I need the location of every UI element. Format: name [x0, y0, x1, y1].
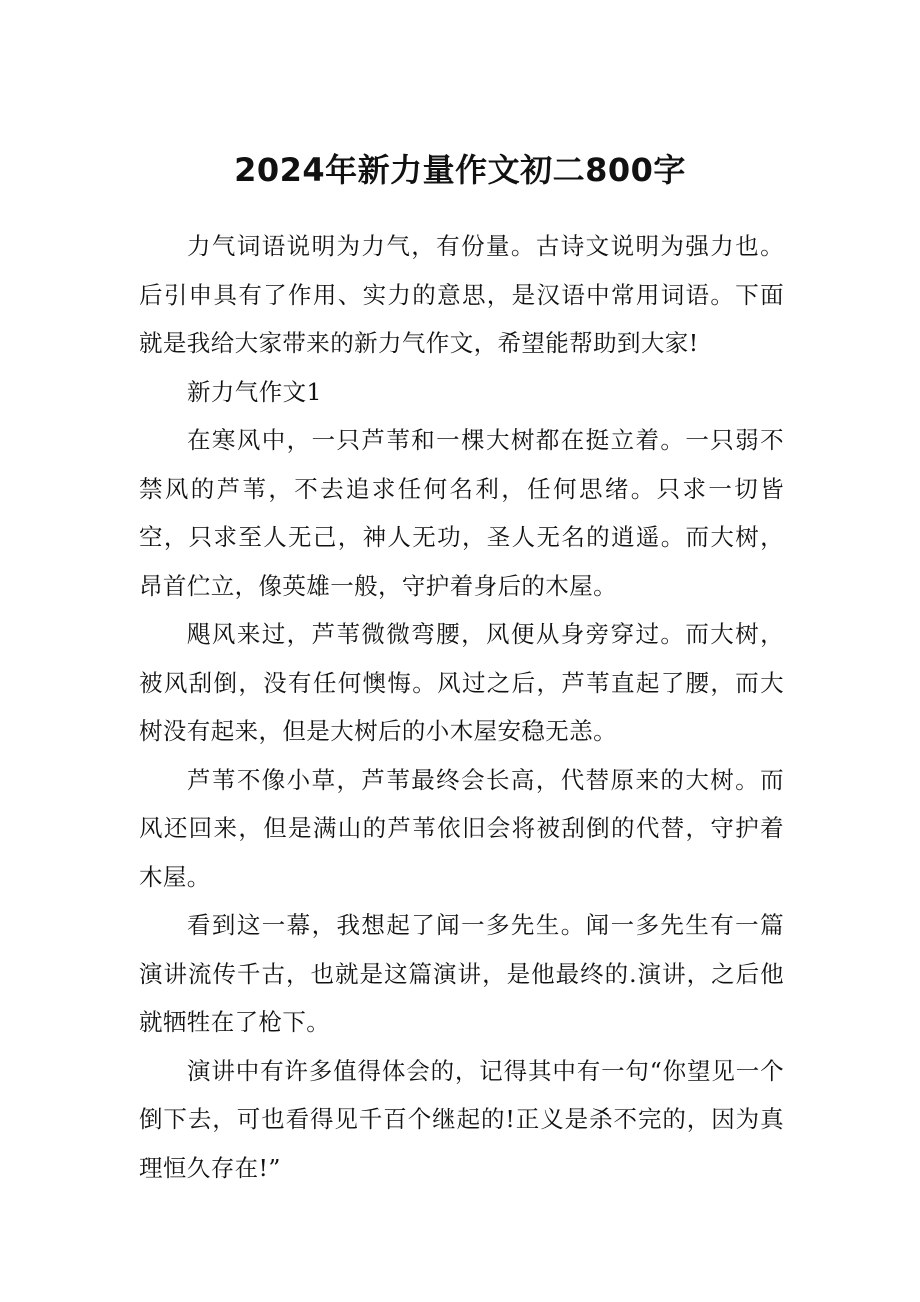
body-paragraph: 芦苇不像小草，芦苇最终会长高，代替原来的大树。而风还回来，但是满山的芦苇依旧会将被刮倒的代替，守护着木屋。	[139, 765, 784, 891]
document-body	[139, 222, 784, 1192]
body-paragraph: 飓风来过，芦苇微微弯腰，风便从身旁穿过。而大树，被风刮倒，没有任何懊悔。风过之后，芦苇直起了腰，而大树没有起来，但是大树后的小木屋安稳无恙。	[139, 620, 784, 745]
body-paragraph: 在寒风中，一只芦苇和一棵大树都在挺立着。一只弱不禁风的芦苇，不去追求任何名利，任何思绪。只求一切皆空，只求至人无己，神人无功，圣人无名的逍遥。而大树，昂首伫立，像英雄一般，守护着身后的木屋。	[139, 426, 784, 600]
body-paragraph: 演讲中有许多值得体会的，记得其中有一句“你望见一个倒下去，可也看得见千百个继起的!正义是杀不完的，因为真理恒久存在!”	[139, 1056, 784, 1182]
document-title: 2024年新力量作文初二800字	[234, 151, 686, 189]
section-heading: 新力气作文1	[187, 377, 322, 406]
intro-paragraph: 力气词语说明为力气，有份量。古诗文说明为强力也。后引申具有了作用、实力的意思，是汉语中常用词语。下面就是我给大家带来的新力气作文，希望能帮助到大家!	[139, 232, 784, 357]
body-paragraph: 看到这一幕，我想起了闻一多先生。闻一多先生有一篇演讲流传千古，也就是这篇演讲，是他最终的.演讲，之后他就牺牲在了枪下。	[139, 911, 784, 1036]
